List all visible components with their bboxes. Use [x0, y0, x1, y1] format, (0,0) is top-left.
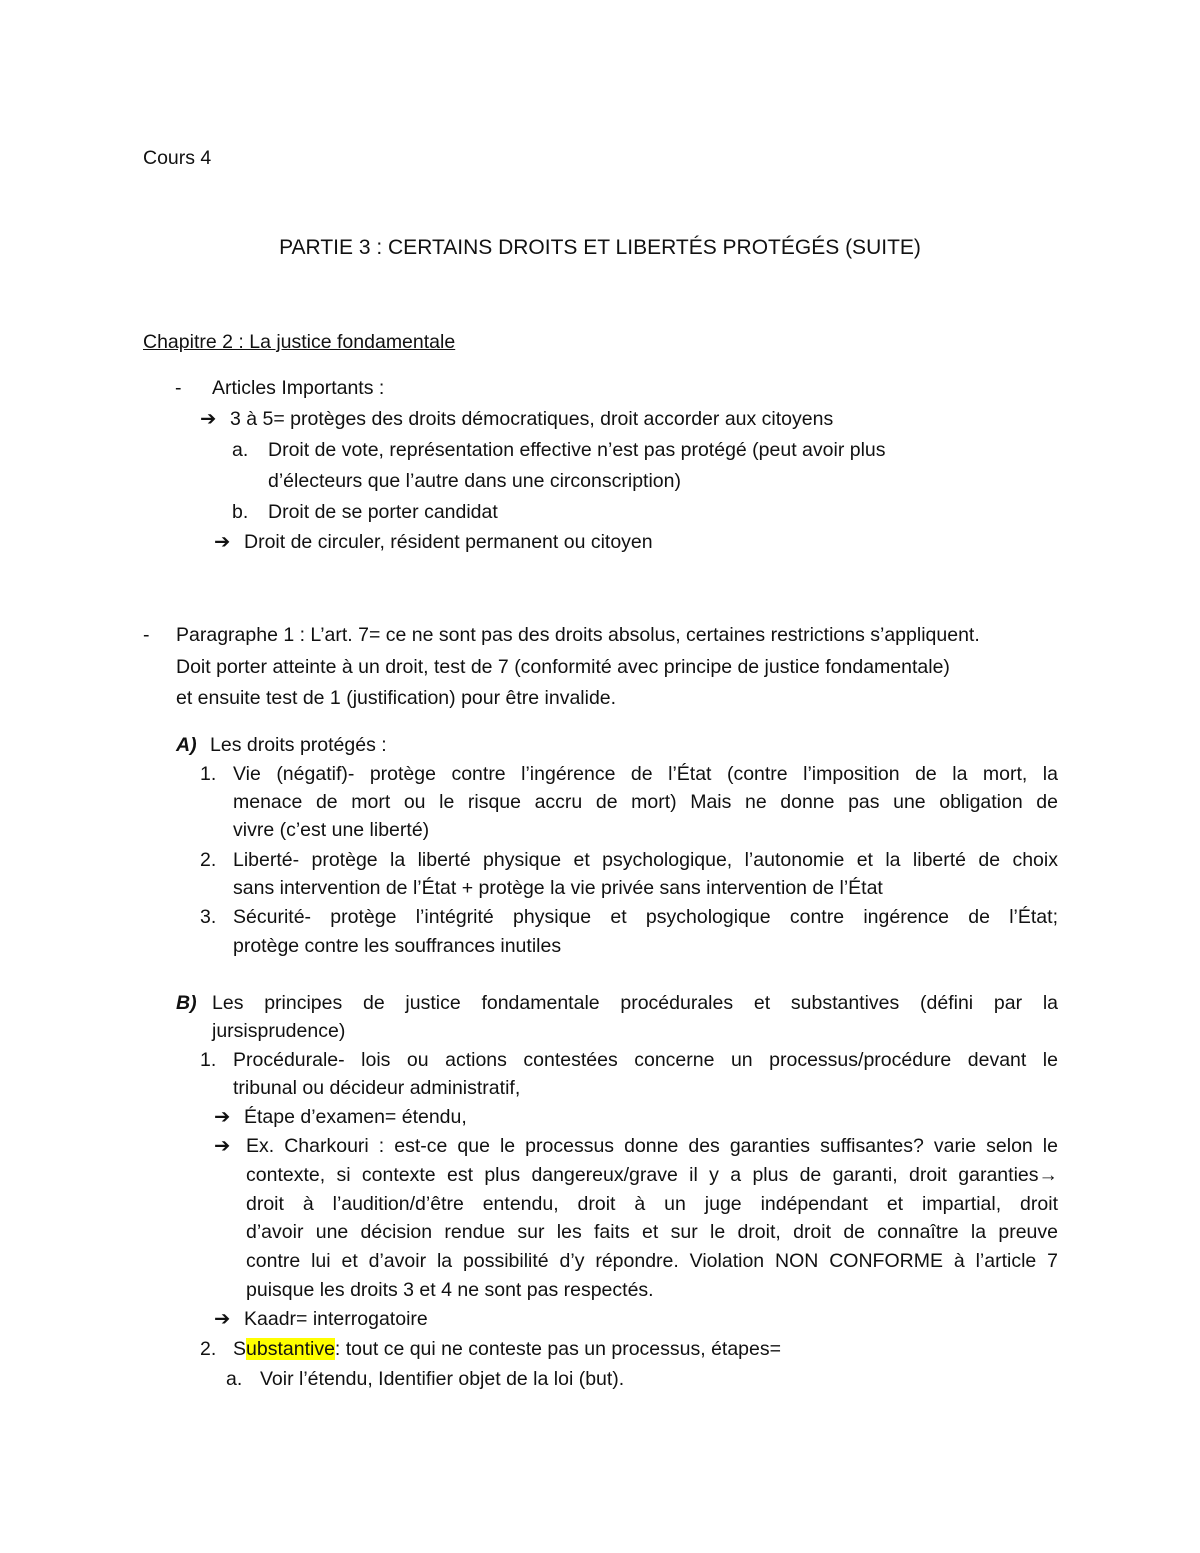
- list-marker: 2.: [200, 849, 217, 871]
- list-marker: 1.: [200, 1049, 217, 1071]
- highlighted-word: ubstantive: [246, 1338, 335, 1360]
- list-marker: 3.: [200, 906, 217, 928]
- course-label: Cours 4: [143, 147, 212, 169]
- list-marker: 2.: [200, 1338, 217, 1360]
- list-item-text: Procédurale- lois ou actions contestées concerne un processus/procédure devant le: [233, 1049, 1058, 1071]
- example-text: puisque les droits 3 et 4 ne sont pas respectés.: [246, 1279, 654, 1301]
- arrow-item: ➔ Droit de circuler, résident permanent ou citoyen: [214, 531, 653, 553]
- example-text: contre lui et d’avoir la possibilité d’y répondre. Violation NON CONFORME à l’article 7: [246, 1250, 1058, 1272]
- list-item-text: Substantive: tout ce qui ne conteste pas un processus, étapes=: [233, 1338, 782, 1360]
- example-text: Ex. Charkouri : est-ce que le processus donne des garanties suffisantes? varie selon le: [246, 1135, 1058, 1157]
- list-item-text: Sécurité- protège l’intégrité physique et psychologique contre ingérence de l’État;: [233, 906, 1058, 928]
- bullet-dash: -: [143, 624, 150, 646]
- section-text: Les principes de justice fondamentale procédurales et substantives (défini par la: [212, 992, 1058, 1014]
- paragraph-text: et ensuite test de 1 (justification) pour être invalide.: [176, 687, 617, 709]
- section-marker: B): [176, 992, 197, 1014]
- example-text: contexte, si contexte est plus dangereux/grave il y a plus de garanti, droit garanties→: [246, 1164, 1058, 1186]
- list-item-text: sans intervention de l’État + protège la vie privée sans intervention de l’État: [233, 877, 883, 899]
- list-item-text: protège contre les souffrances inutiles: [233, 935, 562, 957]
- page-title: PARTIE 3 : CERTAINS DROITS ET LIBERTÉS PROTÉGÉS (SUITE): [279, 236, 921, 259]
- arrow-icon: ➔: [214, 1106, 231, 1128]
- arrow-icon: ➔: [214, 1308, 231, 1330]
- list-item-text: Droit de se porter candidat: [268, 501, 498, 523]
- list-marker: 1.: [200, 763, 217, 785]
- paragraph-text: Doit porter atteinte à un droit, test de 7 (conformité avec principe de justice fondamentale): [176, 656, 950, 678]
- example-text: d’avoir une décision rendue sur les faits et sur le droit, droit de connaître la preuve: [246, 1221, 1058, 1243]
- arrow-icon: ➔: [214, 531, 231, 553]
- arrow-item: ➔ 3 à 5= protèges des droits démocratiques, droit accorder aux citoyens: [200, 408, 834, 430]
- list-marker: b.: [232, 501, 249, 523]
- list-marker: a.: [226, 1368, 243, 1390]
- list-item-text: Liberté- protège la liberté physique et psychologique, l’autonomie et la liberté de choix: [233, 849, 1058, 871]
- arrow-item: ➔ Étape d’examen= étendu,: [214, 1106, 467, 1128]
- list-item-text: d’électeurs que l’autre dans une circonscription): [268, 470, 681, 492]
- list-item-text: tribunal ou décideur administratif,: [233, 1077, 521, 1099]
- section-marker: A): [176, 734, 197, 756]
- list-item-text: Vie (négatif)- protège contre l’ingérence de l’État (contre l’imposition de la mort, la: [233, 763, 1058, 785]
- list-item-text: Voir l’étendu, Identifier objet de la loi (but).: [260, 1368, 625, 1390]
- list-item-text: Droit de vote, représentation effective n’est pas protégé (peut avoir plus: [268, 439, 886, 461]
- articles-label: Articles Importants :: [212, 377, 385, 399]
- list-item-text: vivre (c’est une liberté): [233, 819, 430, 841]
- section-text: jursisprudence): [212, 1020, 346, 1042]
- bullet-dash: -: [175, 377, 182, 399]
- chapter-heading: Chapitre 2 : La justice fondamentale: [143, 331, 456, 353]
- section-label: Les droits protégés :: [210, 734, 387, 756]
- arrow-icon: ➔: [200, 408, 217, 430]
- list-marker: a.: [232, 439, 249, 461]
- example-text: droit à l’audition/d’être entendu, droit à un juge indépendant et impartial, droit: [246, 1193, 1058, 1215]
- arrow-item: ➔ Kaadr= interrogatoire: [214, 1308, 428, 1330]
- list-item-text: menace de mort ou le risque accru de mort) Mais ne donne pas une obligation de: [233, 791, 1058, 813]
- paragraph-text: Paragraphe 1 : L’art. 7= ce ne sont pas des droits absolus, certaines restrictions s’appliquent.: [176, 624, 980, 646]
- arrow-icon: ➔: [214, 1135, 231, 1157]
